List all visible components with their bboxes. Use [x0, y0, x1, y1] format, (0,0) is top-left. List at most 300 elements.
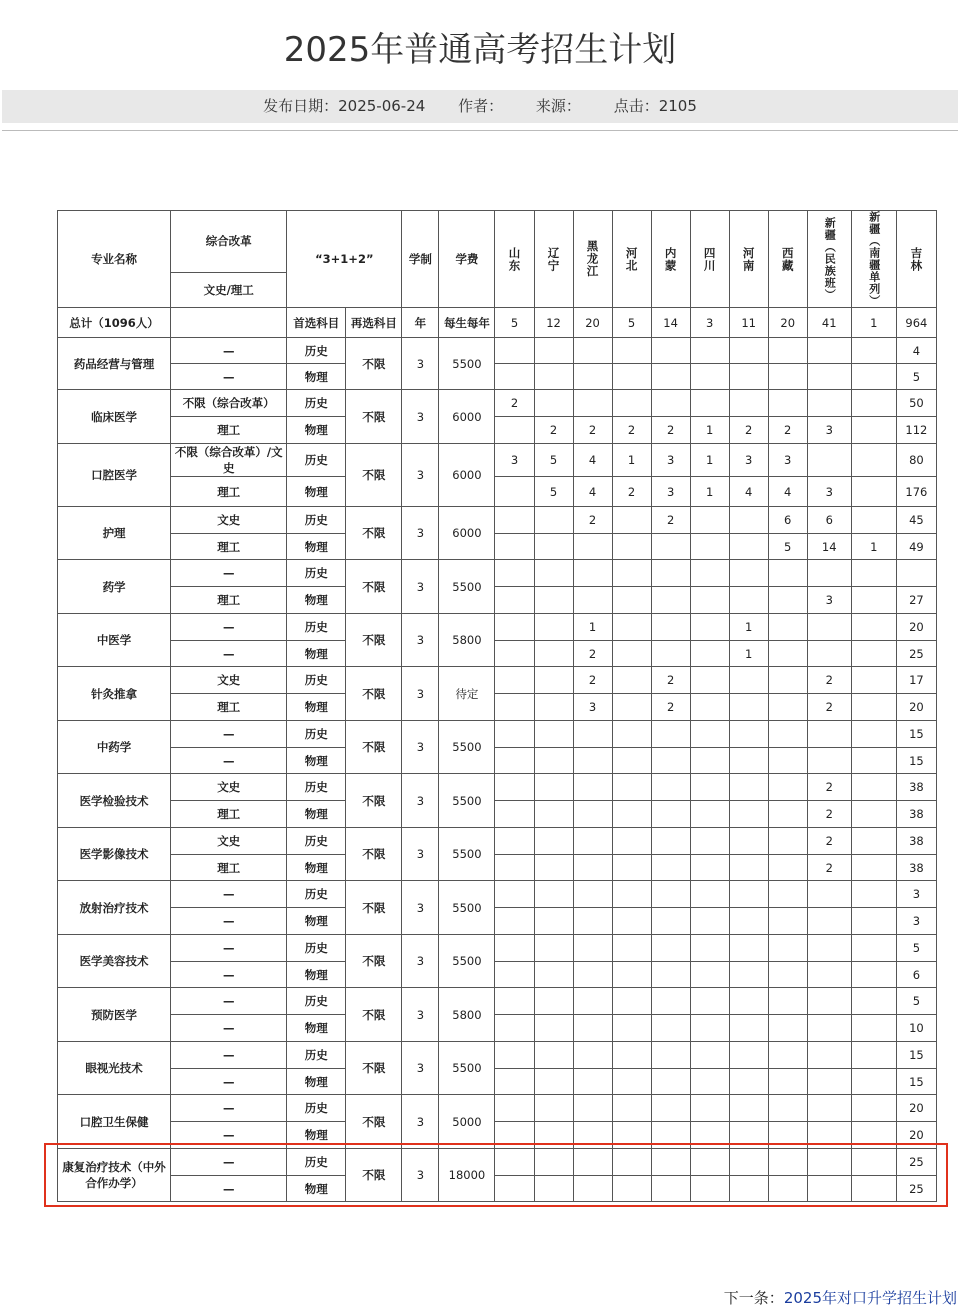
quota-cell [651, 560, 690, 587]
province-total: 5 [495, 308, 534, 338]
quota-cell [573, 560, 612, 587]
quota-cell [729, 1015, 768, 1042]
quota-cell: 80 [896, 444, 936, 477]
subject-type: 文史 [171, 828, 287, 855]
enrollment-plan-table [57, 210, 937, 1202]
second-subject: 不限 [346, 935, 402, 988]
header-province-8 [807, 211, 851, 308]
subject-type: — [171, 641, 287, 667]
quota-cell [690, 962, 729, 988]
quota-cell: 38 [896, 774, 936, 801]
year-unit-label: 年 [402, 308, 439, 338]
quota-cell [690, 721, 729, 748]
first-subject: 物理 [287, 748, 346, 774]
quota-cell [768, 560, 807, 587]
quota-cell [534, 641, 573, 667]
province-total: 41 [807, 308, 851, 338]
major-name: 药学 [58, 560, 171, 614]
quota-cell [729, 748, 768, 774]
program-length: 3 [402, 721, 439, 774]
page-title: 2025年普通高考招生计划 [283, 30, 677, 70]
quota-cell: 1 [612, 444, 651, 477]
quota-cell [807, 338, 851, 364]
quota-cell [573, 774, 612, 801]
quota-cell [807, 1069, 851, 1095]
subject-type: — [171, 1149, 287, 1176]
quota-cell: 10 [896, 1015, 936, 1042]
quota-cell [495, 801, 534, 828]
quota-cell: 2 [612, 417, 651, 444]
quota-cell [807, 908, 851, 935]
tuition-fee: 5500 [439, 935, 495, 988]
quota-cell [729, 1095, 768, 1122]
quota-cell: 49 [896, 534, 936, 560]
quota-cell [495, 534, 534, 560]
quota-cell [851, 935, 896, 962]
quota-cell [690, 560, 729, 587]
major-name: 临床医学 [58, 390, 171, 444]
table-row [58, 444, 937, 477]
source-label: 来源： [535, 97, 581, 115]
quota-cell [651, 641, 690, 667]
quota-cell [651, 1095, 690, 1122]
subject-type: 理工 [171, 694, 287, 721]
subject-type: 不限（综合改革）/文史 [171, 444, 287, 477]
first-subject: 物理 [287, 534, 346, 560]
quota-cell [768, 908, 807, 935]
quota-cell: 2 [573, 507, 612, 534]
quota-cell [534, 507, 573, 534]
second-subject: 不限 [346, 390, 402, 444]
quota-cell [573, 587, 612, 614]
quota-cell [690, 988, 729, 1015]
first-subject: 物理 [287, 587, 346, 614]
province-total: 20 [573, 308, 612, 338]
quota-cell [495, 614, 534, 641]
province-total: 964 [896, 308, 936, 338]
quota-cell [534, 1015, 573, 1042]
header-province-9 [851, 211, 896, 308]
quota-cell [495, 962, 534, 988]
quota-cell [690, 614, 729, 641]
quota-cell [534, 1042, 573, 1069]
quota-cell [768, 721, 807, 748]
quota-cell [651, 748, 690, 774]
tuition-fee: 18000 [439, 1149, 495, 1202]
first-subject: 物理 [287, 694, 346, 721]
quota-cell [495, 721, 534, 748]
quota-cell [768, 1015, 807, 1042]
quota-cell [651, 587, 690, 614]
quota-cell [534, 560, 573, 587]
subject-type: 理工 [171, 587, 287, 614]
quota-cell [612, 641, 651, 667]
subject-type: 理工 [171, 855, 287, 881]
quota-cell [851, 988, 896, 1015]
quota-cell [495, 855, 534, 881]
quota-cell [573, 364, 612, 390]
quota-cell [495, 694, 534, 721]
first-subject: 历史 [287, 774, 346, 801]
quota-cell [690, 1042, 729, 1069]
subject-type: 文史 [171, 507, 287, 534]
table-row [58, 534, 937, 560]
program-length: 3 [402, 988, 439, 1042]
quota-cell: 2 [807, 855, 851, 881]
table-row [58, 364, 937, 390]
quota-cell [690, 1095, 729, 1122]
quota-cell [729, 881, 768, 908]
subject-type: 文史 [171, 667, 287, 694]
quota-cell [807, 1015, 851, 1042]
quota-cell: 20 [896, 1122, 936, 1149]
table-row [58, 774, 937, 801]
quota-cell [851, 828, 896, 855]
quota-cell [534, 855, 573, 881]
first-subject: 历史 [287, 1095, 346, 1122]
program-length: 3 [402, 444, 439, 507]
tuition-fee: 6000 [439, 507, 495, 560]
quota-cell [651, 1042, 690, 1069]
tuition-fee: 6000 [439, 444, 495, 507]
second-subject: 不限 [346, 338, 402, 390]
quota-cell [851, 881, 896, 908]
subject-type: — [171, 1095, 287, 1122]
province-label: 内蒙 [663, 246, 678, 272]
subject-type: — [171, 988, 287, 1015]
quota-cell [573, 1042, 612, 1069]
program-length: 3 [402, 1095, 439, 1149]
quota-cell [495, 828, 534, 855]
program-length: 3 [402, 935, 439, 988]
subject-type: 文史 [171, 774, 287, 801]
quota-cell: 3 [807, 587, 851, 614]
quota-cell [768, 801, 807, 828]
second-subject: 不限 [346, 560, 402, 614]
province-total: 1 [851, 308, 896, 338]
tuition-fee: 5000 [439, 1095, 495, 1149]
province-total: 20 [768, 308, 807, 338]
quota-cell [690, 338, 729, 364]
quota-cell [768, 828, 807, 855]
quota-cell [851, 1015, 896, 1042]
quota-cell: 2 [573, 667, 612, 694]
quota-cell [690, 364, 729, 390]
article-meta-bar [2, 90, 958, 123]
quota-cell [729, 935, 768, 962]
province-label: 西藏 [780, 246, 795, 272]
quota-cell [573, 1069, 612, 1095]
quota-cell [495, 1069, 534, 1095]
major-name: 预防医学 [58, 988, 171, 1042]
quota-cell [573, 338, 612, 364]
subheader-empty [171, 308, 287, 338]
quota-cell [690, 935, 729, 962]
quota-cell [651, 801, 690, 828]
subject-type: — [171, 962, 287, 988]
quota-cell: 3 [495, 444, 534, 477]
quota-cell: 2 [768, 417, 807, 444]
province-label: 新疆（南疆单列） [867, 211, 881, 307]
subject-type: — [171, 1176, 287, 1202]
quota-cell: 25 [896, 1149, 936, 1176]
quota-cell [495, 1095, 534, 1122]
second-subject: 不限 [346, 1042, 402, 1095]
quota-cell [768, 641, 807, 667]
quota-cell [612, 587, 651, 614]
quota-cell [612, 935, 651, 962]
header-province-3 [612, 211, 651, 308]
quota-cell [651, 721, 690, 748]
province-label: 黑龙江 [585, 240, 600, 278]
major-name: 眼视光技术 [58, 1042, 171, 1095]
quota-cell [807, 560, 851, 587]
quota-cell [612, 1042, 651, 1069]
quota-cell [768, 1069, 807, 1095]
quota-cell [495, 560, 534, 587]
quota-cell: 2 [612, 477, 651, 507]
table-row [58, 855, 937, 881]
header-province-2 [573, 211, 612, 308]
quota-cell: 1 [729, 641, 768, 667]
major-name: 中药学 [58, 721, 171, 774]
quota-cell [690, 534, 729, 560]
quota-cell [534, 828, 573, 855]
quota-cell: 2 [573, 417, 612, 444]
tuition-fee: 待定 [439, 667, 495, 721]
tuition-fee: 5500 [439, 721, 495, 774]
quota-cell [851, 962, 896, 988]
subject-type: 理工 [171, 477, 287, 507]
quota-cell [690, 1069, 729, 1095]
major-name: 中医学 [58, 614, 171, 667]
first-subject: 物理 [287, 908, 346, 935]
quota-cell [729, 774, 768, 801]
quota-cell [851, 338, 896, 364]
header-subject-type: 文史/理工 [171, 272, 287, 307]
quota-cell [851, 641, 896, 667]
quota-cell: 5 [534, 444, 573, 477]
quota-cell [612, 1095, 651, 1122]
first-subject: 历史 [287, 828, 346, 855]
quota-cell [651, 828, 690, 855]
quota-cell [851, 1095, 896, 1122]
next-label: 下一条： [723, 1289, 784, 1307]
first-subject: 物理 [287, 417, 346, 444]
quota-cell: 50 [896, 390, 936, 417]
quota-cell [851, 748, 896, 774]
quota-cell [534, 364, 573, 390]
subject-type: 理工 [171, 534, 287, 560]
second-subject: 不限 [346, 774, 402, 828]
quota-cell [896, 560, 936, 587]
major-name: 口腔卫生保健 [58, 1095, 171, 1149]
subject-type: — [171, 908, 287, 935]
quota-cell [729, 587, 768, 614]
program-length: 3 [402, 1149, 439, 1202]
quota-cell [690, 855, 729, 881]
quota-cell [690, 1015, 729, 1042]
quota-cell [768, 855, 807, 881]
quota-cell: 4 [573, 444, 612, 477]
quota-cell [729, 667, 768, 694]
first-subject-label: 首选科目 [287, 308, 346, 338]
quota-cell: 1 [690, 477, 729, 507]
province-label: 河北 [624, 246, 639, 272]
province-total: 12 [534, 308, 573, 338]
tuition-fee: 5500 [439, 338, 495, 390]
fee-unit-label: 每生每年 [439, 308, 495, 338]
subject-type: — [171, 338, 287, 364]
quota-cell [690, 801, 729, 828]
subject-type: — [171, 1015, 287, 1042]
program-length: 3 [402, 1042, 439, 1095]
table-row [58, 988, 937, 1015]
quota-cell [768, 364, 807, 390]
major-name: 康复治疗技术（中外合作办学） [58, 1149, 171, 1202]
quota-cell: 2 [651, 694, 690, 721]
quota-cell: 3 [651, 477, 690, 507]
quota-cell [690, 641, 729, 667]
first-subject: 历史 [287, 560, 346, 587]
quota-cell: 2 [573, 641, 612, 667]
total-label: 总计（1096人） [58, 308, 171, 338]
table-row [58, 614, 937, 641]
subject-type: — [171, 881, 287, 908]
quota-cell [612, 560, 651, 587]
quota-cell: 3 [729, 444, 768, 477]
first-subject: 物理 [287, 1015, 346, 1042]
quota-cell [495, 774, 534, 801]
quota-cell: 4 [768, 477, 807, 507]
quota-cell [534, 667, 573, 694]
quota-cell [651, 1015, 690, 1042]
major-name: 医学影像技术 [58, 828, 171, 881]
header-province-7 [768, 211, 807, 308]
province-total: 3 [690, 308, 729, 338]
quota-cell [612, 667, 651, 694]
quota-cell [807, 614, 851, 641]
table-row [58, 390, 937, 417]
divider [2, 130, 958, 131]
quota-cell [495, 641, 534, 667]
subject-type: 不限（综合改革） [171, 390, 287, 417]
quota-cell [495, 417, 534, 444]
quota-cell [768, 614, 807, 641]
quota-cell: 38 [896, 828, 936, 855]
quota-cell [851, 560, 896, 587]
quota-cell [651, 962, 690, 988]
tuition-fee: 5500 [439, 560, 495, 614]
province-label: 山东 [507, 246, 522, 272]
quota-cell [851, 721, 896, 748]
quota-cell [768, 748, 807, 774]
table-row [58, 1069, 937, 1095]
header-province-4 [651, 211, 690, 308]
quota-cell [651, 908, 690, 935]
quota-cell [851, 390, 896, 417]
quota-cell: 3 [807, 477, 851, 507]
next-article-link[interactable]: 2025年对口升学招生计划 [783, 1289, 957, 1307]
highlight-box [44, 1143, 948, 1207]
quota-cell [729, 694, 768, 721]
quota-cell [651, 774, 690, 801]
quota-cell: 6 [768, 507, 807, 534]
quota-cell [612, 855, 651, 881]
quota-cell [573, 721, 612, 748]
quota-cell [851, 694, 896, 721]
quota-cell [851, 667, 896, 694]
quota-cell [534, 614, 573, 641]
quota-cell [495, 364, 534, 390]
quota-cell [534, 988, 573, 1015]
first-subject: 历史 [287, 444, 346, 477]
tuition-fee: 5500 [439, 881, 495, 935]
quota-cell [495, 1042, 534, 1069]
quota-cell: 112 [896, 417, 936, 444]
quota-cell: 2 [651, 417, 690, 444]
program-length: 3 [402, 881, 439, 935]
quota-cell [612, 507, 651, 534]
quota-cell [612, 881, 651, 908]
second-subject: 不限 [346, 614, 402, 667]
subject-type: — [171, 748, 287, 774]
quota-cell [573, 748, 612, 774]
quota-cell [807, 1095, 851, 1122]
quota-cell [851, 444, 896, 477]
quota-cell: 2 [807, 774, 851, 801]
quota-cell: 1 [573, 614, 612, 641]
subject-type: 理工 [171, 417, 287, 444]
quota-cell [573, 828, 612, 855]
tuition-fee: 5500 [439, 828, 495, 881]
program-length: 3 [402, 667, 439, 721]
first-subject: 历史 [287, 1149, 346, 1176]
quota-cell [768, 1095, 807, 1122]
first-subject: 物理 [287, 855, 346, 881]
quota-cell [690, 390, 729, 417]
quota-cell [495, 507, 534, 534]
first-subject: 历史 [287, 988, 346, 1015]
quota-cell [534, 801, 573, 828]
header-province-5 [690, 211, 729, 308]
first-subject: 历史 [287, 614, 346, 641]
quota-cell [495, 1015, 534, 1042]
quota-cell [768, 1042, 807, 1069]
quota-cell [573, 855, 612, 881]
quota-cell [573, 962, 612, 988]
quota-cell [729, 908, 768, 935]
quota-cell [534, 338, 573, 364]
quota-cell [612, 534, 651, 560]
quota-cell: 2 [807, 694, 851, 721]
quota-cell [807, 881, 851, 908]
quota-cell: 6 [896, 962, 936, 988]
quota-cell [807, 962, 851, 988]
quota-cell: 15 [896, 1069, 936, 1095]
major-name: 护理 [58, 507, 171, 560]
quota-cell [573, 801, 612, 828]
program-length: 3 [402, 614, 439, 667]
quota-cell [534, 935, 573, 962]
province-label: 新疆（民族班） [823, 217, 837, 301]
quota-cell [651, 1069, 690, 1095]
first-subject: 历史 [287, 1042, 346, 1069]
quota-cell [768, 338, 807, 364]
quota-cell: 5 [534, 477, 573, 507]
province-total: 11 [729, 308, 768, 338]
quota-cell [729, 338, 768, 364]
